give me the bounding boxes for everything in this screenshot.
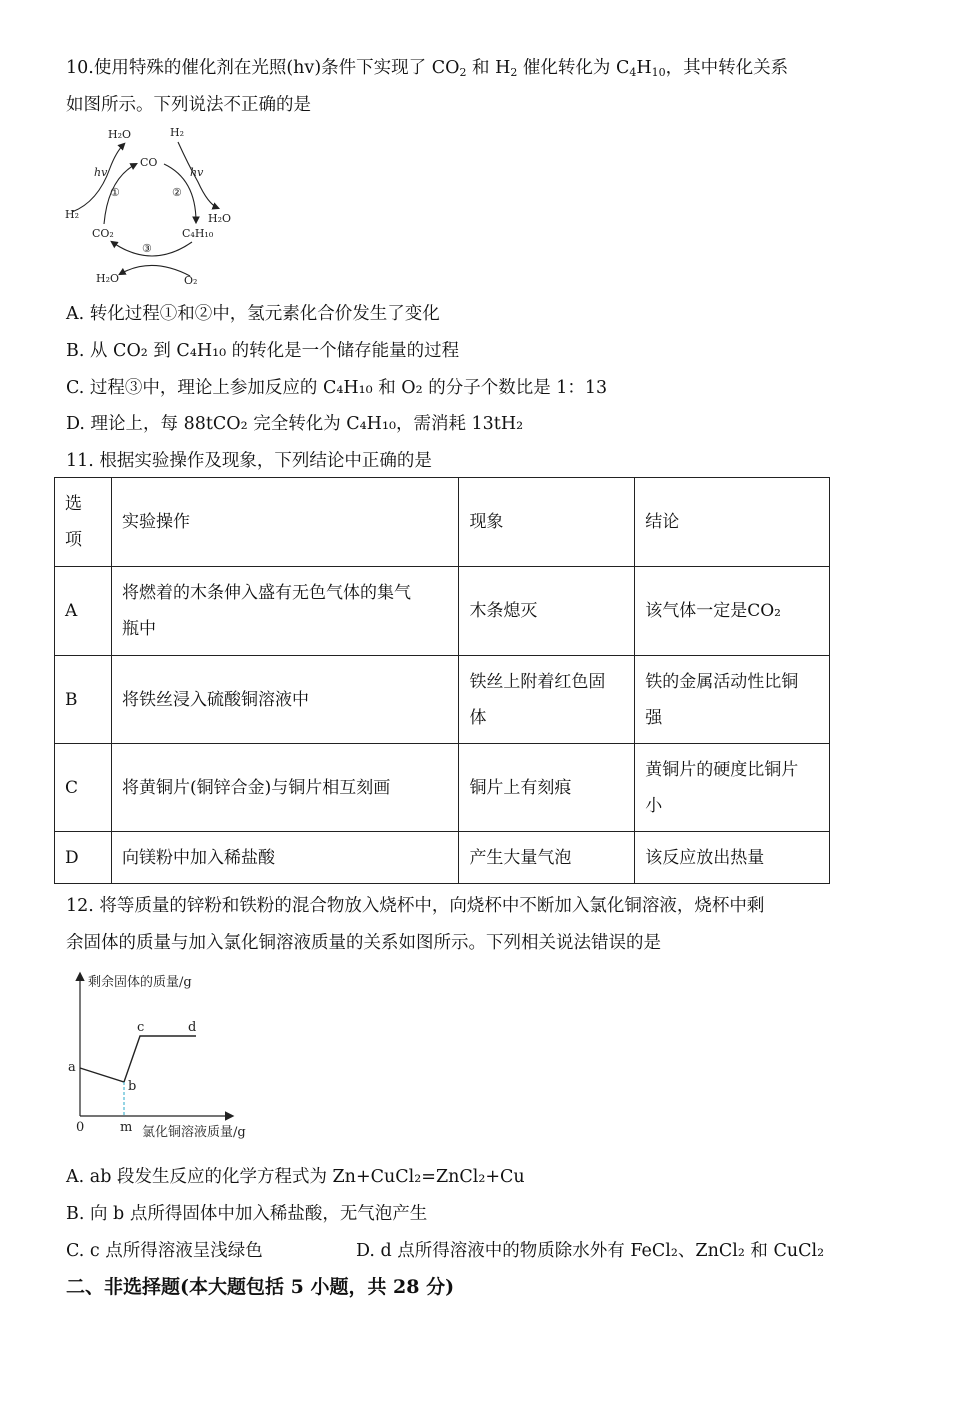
q10-stem-line2: 如图所示。下列说法不正确的是 <box>66 95 311 115</box>
point-a-label: a <box>68 1060 76 1075</box>
point-c-label: c <box>137 1020 145 1035</box>
q12-option-a: A. ab 段发生反应的化学方程式为 Zn+CuCl₂=ZnCl₂+Cu <box>66 1167 525 1187</box>
table-row <box>55 656 830 744</box>
q10-h2o-bottom: H₂O <box>96 272 120 285</box>
row-conclusion: 铁的金属活动性比铜 强 <box>635 656 830 744</box>
q10-step2: ② <box>172 186 182 199</box>
q10-option-b: B. 从 CO₂ 到 C₄H₁₀ 的转化是一个储存能量的过程 <box>66 341 460 361</box>
header-option: 选 项 <box>55 478 112 567</box>
row-phenomenon: 产生大量气泡 <box>459 832 635 884</box>
q10-option-a: A. 转化过程①和②中，氢元素化合价发生了变化 <box>66 304 440 324</box>
row-conclusion: 该反应放出热量 <box>635 832 830 884</box>
point-d-label: d <box>188 1020 197 1035</box>
q10-co: CO <box>140 156 158 169</box>
q10-option-c: C. 过程③中，理论上参加反应的 C₄H₁₀ 和 O₂ 的分子个数比是 1：13 <box>66 378 608 398</box>
q10-hv-right: hv <box>190 166 204 179</box>
x-axis-label: 氯化铜溶液质量/g <box>142 1125 246 1140</box>
q10-arc-co2-to-co <box>104 164 136 224</box>
q12-option-d: D. d 点所得溶液中的物质除水外有 FeCl₂、ZnCl₂ 和 CuCl₂ <box>356 1241 825 1261</box>
q10-step3: ③ <box>142 242 152 255</box>
q10-h2-top: H₂ <box>170 126 185 139</box>
q11-stem: 11. 根据实验操作及现象，下列结论中正确的是 <box>66 451 432 471</box>
q10-hv-left: hv <box>94 166 108 179</box>
q10-h2o-top: H₂O <box>108 128 132 141</box>
row-key: D <box>55 832 112 884</box>
q10-arc-c4h10-to-co2 <box>112 242 192 256</box>
row-operation: 将燃着的木条伸入盛有无色气体的集气 瓶中 <box>111 567 458 656</box>
q12-stem-line1: 12. 将等质量的锌粉和铁粉的混合物放入烧杯中，向烧杯中不断加入氯化铜溶液，烧杯中剩 <box>66 896 765 916</box>
curve-abcd <box>80 1036 196 1082</box>
q12-option-b: B. 向 b 点所得固体中加入稀盐酸，无气泡产生 <box>66 1204 428 1224</box>
row-phenomenon: 木条熄灭 <box>459 567 635 656</box>
table-row <box>55 567 830 656</box>
table-row <box>55 832 830 884</box>
q10-option-d: D. 理论上，每 88tCO₂ 完全转化为 C₄H₁₀，需消耗 13tH₂ <box>66 414 524 434</box>
header-conclusion: 结论 <box>635 478 830 567</box>
q10-c4h10: C₄H₁₀ <box>182 227 214 240</box>
table-header-row <box>55 478 830 567</box>
q12-mass-graph <box>60 966 280 1146</box>
q12-stem-line2: 余固体的质量与加入氯化铜溶液质量的关系如图所示。下列相关说法错误的是 <box>66 933 661 953</box>
point-b-label: b <box>128 1079 137 1094</box>
row-conclusion: 黄铜片的硬度比铜片 小 <box>635 744 830 832</box>
header-phenomenon: 现象 <box>459 478 635 567</box>
m-label: m <box>120 1120 133 1135</box>
row-operation: 将铁丝浸入硫酸铜溶液中 <box>111 656 458 744</box>
row-key: C <box>55 744 112 832</box>
q10-o2: O₂ <box>184 274 198 287</box>
q10-h2o-right: H₂O <box>208 212 232 225</box>
q11-table <box>54 477 830 884</box>
table-row <box>55 744 830 832</box>
y-axis-label: 剩余固体的质量/g <box>88 975 192 990</box>
row-key: B <box>55 656 112 744</box>
q12-option-c: C. c 点所得溶液呈浅绿色 <box>66 1241 263 1261</box>
row-operation: 向镁粉中加入稀盐酸 <box>111 832 458 884</box>
q10-stem-line1: 10.使用特殊的催化剂在光照(hv)条件下实现了 $CO_2$ 和 $H_2$ 催化转化为 $C_4H_{10}$，其中转化关系 <box>66 58 789 79</box>
q10-h2-left: H₂ <box>65 208 80 221</box>
row-operation: 将黄铜片(铜锌合金)与铜片相互刻画 <box>111 744 458 832</box>
q10-arrow-o2-in <box>120 265 190 276</box>
row-phenomenon: 铜片上有刻痕 <box>459 744 635 832</box>
q10-co2: CO₂ <box>92 227 114 240</box>
row-phenomenon: 铁丝上附着红色固 体 <box>459 656 635 744</box>
q10-step1: ① <box>110 186 120 199</box>
section-2-title: 二、非选择题(本大题包括 5 小题，共 28 分) <box>66 1276 455 1298</box>
origin-label: 0 <box>76 1120 85 1135</box>
q10-conversion-diagram <box>60 124 250 294</box>
header-operation: 实验操作 <box>111 478 458 567</box>
row-key: A <box>55 567 112 656</box>
row-conclusion: 该气体一定是CO₂ <box>635 567 830 656</box>
